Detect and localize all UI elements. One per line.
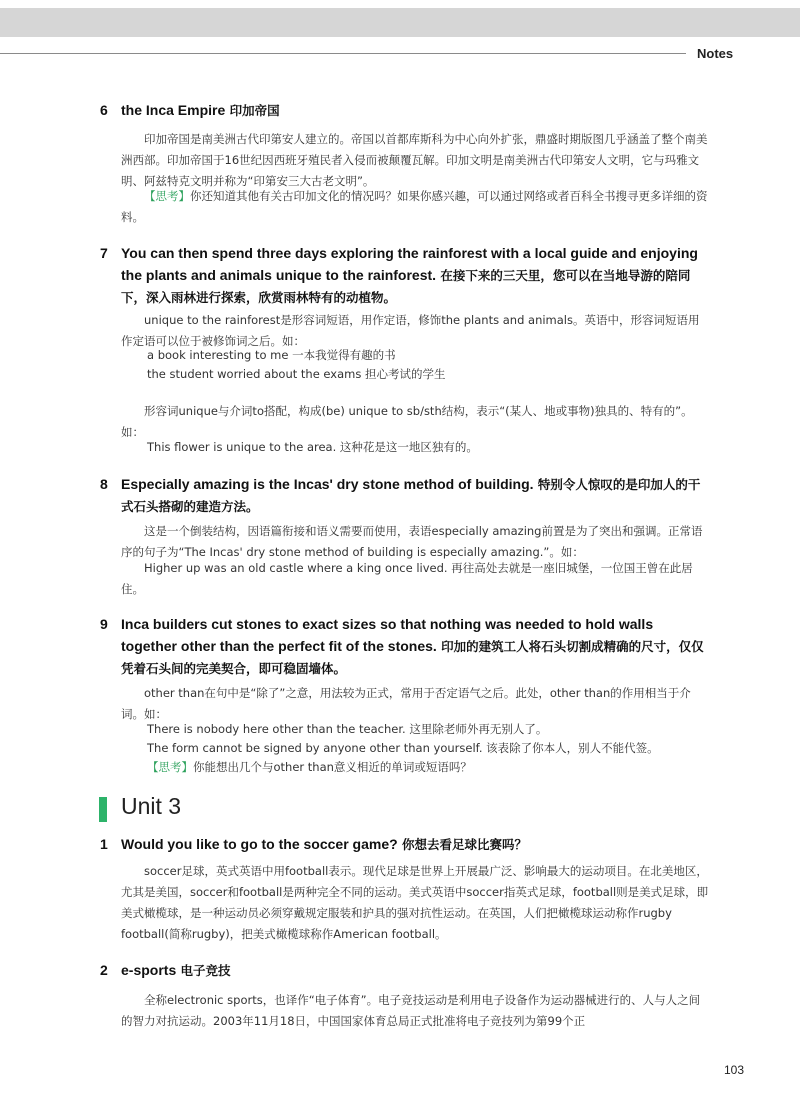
paragraph-text: 全称electronic sports，也译作“电子体育”。电子竞技运动是利用电子设备作为运动器械进行的、人与人之间的智力对抗运动。2003年11月18日，中国国家体育总局正式批准将电子竞技列为第99个正 [121, 993, 701, 1028]
page-number: 103 [724, 1063, 745, 1077]
note-heading-zh: 电子竞技 [180, 963, 231, 978]
note-number: 1 [100, 836, 108, 852]
unit-note-1-heading [100, 834, 710, 856]
note-8-example-1 [121, 558, 709, 600]
unit-note-2-heading [100, 960, 710, 982]
note-number: 2 [100, 962, 108, 978]
paragraph-text: unique to the rainforest是形容词短语，用作定语，修饰the plants and animals。英语中，形容词短语用作定语可以位于被修饰词之后。如： [121, 313, 700, 348]
think-tag: 【思考】 [147, 760, 193, 774]
think-text: 你还知道其他有关古印加文化的情况吗？如果你感兴趣，可以通过网络或者百科全书搜寻更多详细的资料。 [121, 189, 708, 224]
paragraph-text: soccer足球，英式英语中用football表示。现代足球是世界上开展最广泛、影响最大的运动项目。在北美地区，尤其是美国，soccer和football是两种完全不同的运动。美式英语中soccer指英式足球，football则是美式足球，即美式橄榄球，是一种运动员必须穿戴规定服装和护具的强对抗性运动。在英国，人们把橄榄球运动称作rugby football(简称rugby)，把美式橄榄球称作American football。 [121, 864, 709, 941]
example-text: Higher up was an old castle where a king once lived. 再往高处去就是一座旧城堡，一位国王曾在此居住。 [121, 561, 693, 596]
note-heading-en: the Inca Empire [121, 102, 226, 118]
header-rule [0, 53, 686, 54]
note-heading-en: You can then spend three days exploring the rainforest with a local guide and enjoying the plants and animals unique to the rainforest. [121, 245, 698, 283]
note-number: 8 [100, 476, 108, 492]
note-heading-zh: 在接下来的三天里，您可以在当地导游的陪同下，深入雨林进行探索，欣赏雨林特有的动植物。 [121, 268, 691, 305]
unit-title: Unit 3 [121, 793, 182, 819]
note-heading-zh: 印加的建筑工人将石头切割成精确的尺寸，仅仅凭着石头间的完美契合，即可稳固墙体。 [121, 639, 704, 676]
note-8-heading [100, 474, 710, 518]
think-tag: 【思考】 [144, 189, 190, 203]
paragraph-text: 印加帝国是南美洲古代印第安人建立的。帝国以首都库斯科为中心向外扩张，鼎盛时期版图几乎涵盖了整个南美洲西部。印加帝国于16世纪因西班牙殖民者入侵而被颠覆瓦解。印加文明是南美洲古代印第安人文明，它与玛雅文明、阿兹特克文明并称为“印第安三大古老文明”。 [121, 132, 708, 188]
header-band [0, 8, 800, 37]
note-9-example-2: The form cannot be signed by anyone other than yourself. 该表除了你本人，别人不能代签。 [147, 741, 659, 755]
unit-marker-bar [99, 797, 107, 822]
note-heading-en: Especially amazing is the Incas' dry stone method of building. [121, 476, 534, 492]
note-7-example-2: the student worried about the exams 担心考试的学生 [147, 367, 446, 381]
unit-note-2-paragraph [121, 990, 709, 1032]
note-heading-en: Inca builders cut stones to exact sizes so that nothing was needed to hold walls together other than the perfect fit of the stones. [121, 616, 654, 654]
note-6-paragraph [121, 129, 709, 192]
notes-label: Notes [697, 46, 734, 61]
note-7-heading [100, 243, 710, 309]
note-heading-en: Would you like to go to the soccer game? [121, 836, 398, 852]
paragraph-text: 这是一个倒装结构，因语篇衔接和语义需要而使用，表语especially amazing前置是为了突出和强调。正常语序的句子为“The Incas' dry stone method of building is especially amazing.”。如： [121, 524, 703, 559]
note-9-example-1: There is nobody here other than the teacher. 这里除老师外再无别人了。 [147, 722, 548, 736]
think-text: 你能想出几个与other than意义相近的单词或短语吗？ [193, 760, 472, 774]
paragraph-text: other than在句中是“除了”之意，用法较为正式，常用于否定语气之后。此处，other than的作用相当于介词。如： [121, 686, 691, 721]
note-number: 6 [100, 102, 108, 118]
note-number: 9 [100, 616, 108, 632]
unit-note-1-paragraph [121, 861, 709, 945]
note-9-think [147, 757, 707, 778]
paragraph-text: 形容词unique与介词to搭配，构成(be) unique to sb/sth结构，表示“(某人、地或事物)独具的、特有的”。如： [121, 404, 693, 439]
note-7-example-3: This flower is unique to the area. 这种花是这一地区独有的。 [147, 440, 478, 454]
note-9-heading [100, 614, 710, 680]
note-heading-en: e-sports [121, 962, 177, 978]
note-6-heading [100, 100, 710, 122]
note-heading-zh: 印加帝国 [229, 103, 280, 118]
note-heading-zh: 特别令人惊叹的是印加人的干式石头搭砌的建造方法。 [121, 477, 701, 514]
note-6-think [121, 186, 709, 228]
note-8-paragraph-1 [121, 521, 709, 563]
note-7-example-1: a book interesting to me 一本我觉得有趣的书 [147, 348, 396, 362]
note-heading-zh: 你想去看足球比赛吗？ [401, 837, 527, 852]
note-number: 7 [100, 245, 108, 261]
